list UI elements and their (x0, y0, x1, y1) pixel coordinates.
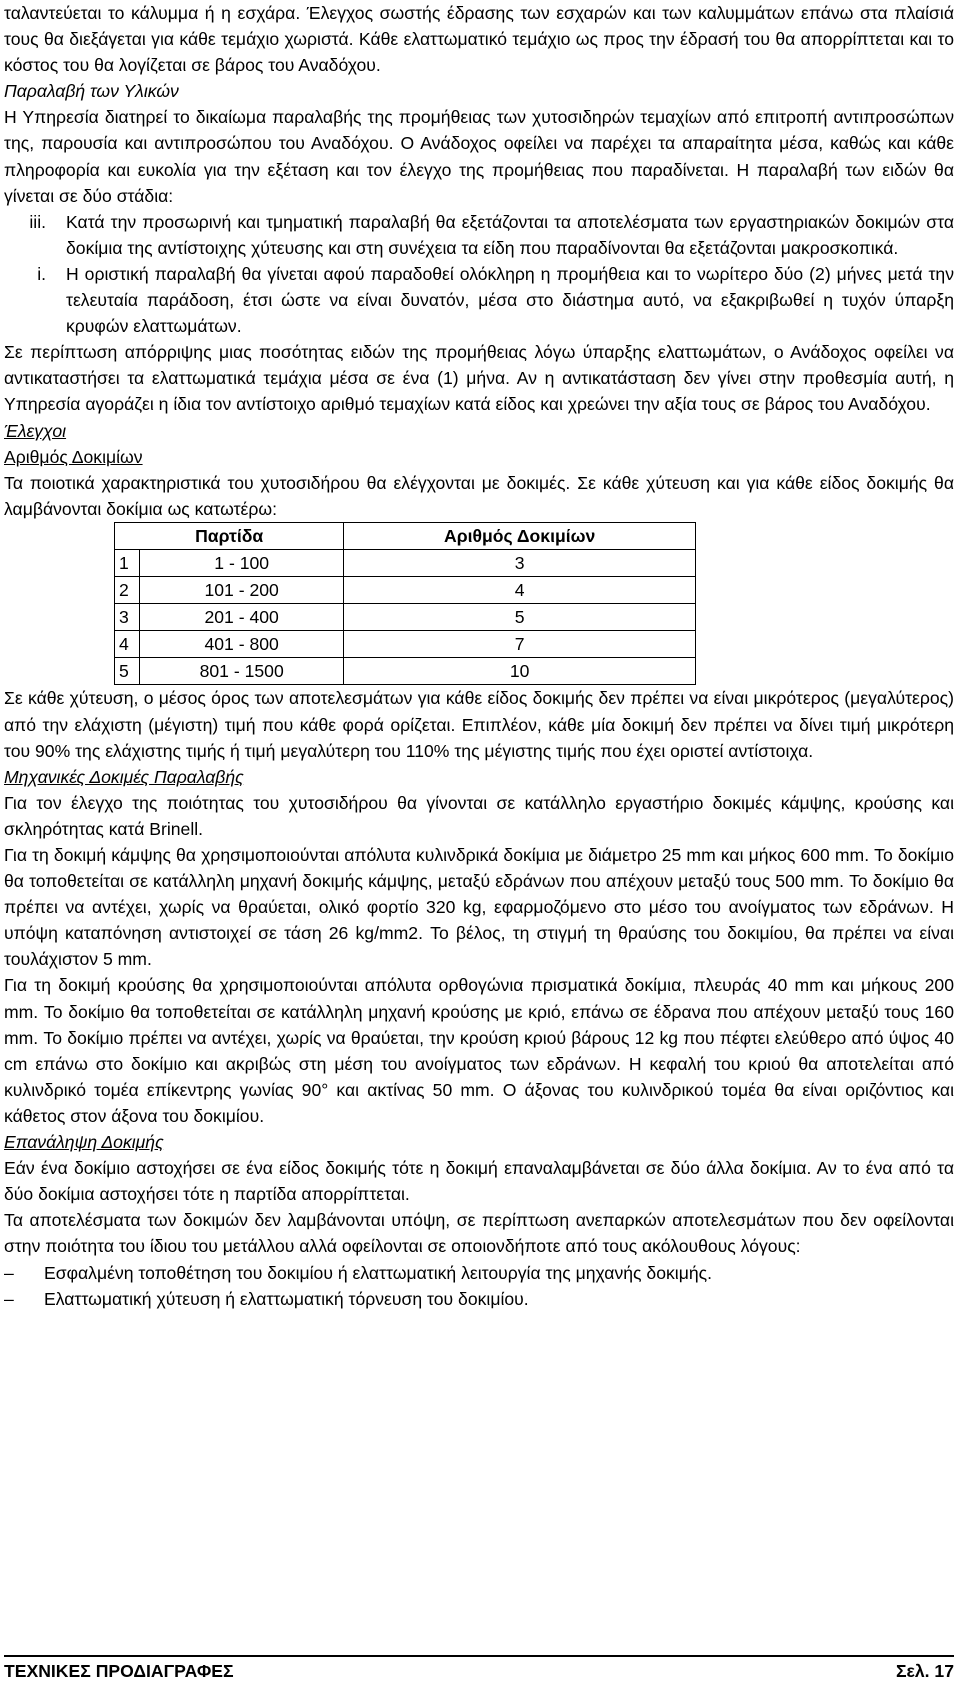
paragraph: ταλαντεύεται το κάλυμμα ή η εσχάρα. Έλεγχος σωστής έδρασης των εσχαρών και των καλυμμάτων επάνω στα πλαίσιά τους θα διεξάγεται για κάθε τεμάχιο χωριστά. Κάθε ελαττωματικό τεμάχιο ως προς την έδρασή του θα απορρίπτεται και το κόστος του θα λογίζεται σε βάρος του Αναδόχου. (4, 3, 954, 76)
batch-range: 201 - 400 (140, 604, 344, 631)
paragraph: Σε περίπτωση απόρριψης μιας ποσότητας ειδών της προμήθειας λόγω ύπαρξης ελαττωμάτων, ο Ανάδοχος οφείλει να αντικαταστήσει τα ελαττωματικά τεμάχια μέσα σε ένα (1) μήνα. Αν η αντικατάσταση δεν γίνει στην προθεσμία αυτή, η Υπηρεσία αγοράζει η ίδια τον αντίστοιχο αριθμό τεμαχίων κατά είδος και χρεώνει την αξία τους σε βάρος του Αναδόχου. (4, 342, 954, 415)
table-header-row (115, 522, 696, 549)
section-heading-repeat: Επανάληψη Δοκιμής (4, 1132, 164, 1153)
sample-count: 7 (344, 631, 696, 658)
list-item (4, 261, 954, 339)
list-text: Εσφαλμένη τοποθέτηση του δοκιμίου ή ελαττωματική λειτουργία της μηχανής δοκιμής. (44, 1262, 712, 1283)
paragraph: Για τη δοκιμή κάμψης θα χρησιμοποιούνται απόλυτα κυλινδρικά δοκίμια με διάμετρο 25 mm και μήκος 600 mm. Το δοκίμιο θα τοποθετείται σε κατάλληλη μηχανή δοκιμής κάμψης, μεταξύ εδράνων που απέχουν μεταξύ τους 500 mm. Το δοκίμιο θα πρέπει να αντέχει, χωρίς να θραύεται, ολικό φορτίο 320 kg, εφαρμοζόμενο στο μέσο του ανοίγματος των εδράνων. Η υπόψη καταπόνηση αντιστοιχεί σε τάση 26 kg/mm2. Το βέλος, τη στιγμή τη θραύσης του δοκιμίου, θα πρέπει να είναι τουλάχιστον 5 mm. (4, 845, 954, 970)
paragraph: Για τη δοκιμή κρούσης θα χρησιμοποιούνται απόλυτα ορθογώνια πρισματικά δοκίμια, πλευράς 40 mm και μήκους 200 mm. Το δοκίμιο θα τοποθετείται σε κατάλληλη μηχανή κρούσης με κριό, επάνω σε έδρανα που απέχουν μεταξύ τους 160 mm. Το δοκίμιο πρέπει να αντέχει, χωρίς να θραύεται, την κρούση κριού βάρους 12 kg που πέφτει ελεύθερο από ύψος 40 cm επάνω στο δοκίμιο και ακριβώς στη μέση του ανοίγματος των εδράνων. Η κεφαλή του κριού θα αποτελείται από κυλινδρικό τομέα επίκεντρης γωνίας 90° και ακτίνας 50 mm. Ο άξονας του κυλινδρικού τομέα θα είναι οριζόντιος και κάθετος στον άξονα του δοκιμίου. (4, 975, 954, 1126)
reasons-list (4, 1260, 954, 1312)
batch-range: 1 - 100 (140, 549, 344, 576)
column-header-count: Αριθμός Δοκιμίων (344, 522, 696, 549)
paragraph: Τα ποιοτικά χαρακτηριστικά του χυτοσιδήρου θα ελέγχονται με δοκιμές. Σε κάθε χύτευση και για κάθε είδος δοκιμής θα λαμβάνονται δοκίμια ως κατωτέρω: (4, 472, 954, 519)
list-item (4, 1260, 954, 1286)
row-number: 5 (115, 658, 140, 685)
page-footer (4, 1655, 954, 1682)
row-number: 4 (115, 631, 140, 658)
samples-table (114, 522, 696, 686)
column-header-batch: Παρτίδα (115, 522, 344, 549)
table-row (115, 577, 696, 604)
stages-list (4, 209, 954, 339)
list-item (4, 1286, 954, 1312)
table-row (115, 549, 696, 576)
list-text: Κατά την προσωρινή και τμηματική παραλαβή θα εξετάζονται τα αποτελέσματα των εργαστηριακών δοκιμών στα δοκίμια της αντίστοιχης χύτευσης και στη συνέχεια τα είδη που παραδίνονται θα εξετάζονται μακροσκοπικά. (66, 211, 954, 258)
batch-range: 401 - 800 (140, 631, 344, 658)
footer-title: ΤΕΧΝΙΚΕΣ ΠΡΟΔΙΑΓΡΑΦΕΣ (4, 1661, 234, 1681)
row-number: 2 (115, 577, 140, 604)
table-row (115, 631, 696, 658)
table-row (115, 658, 696, 685)
sample-count: 10 (344, 658, 696, 685)
section-heading-checks: Έλεγχοι (4, 420, 67, 441)
document-page (4, 0, 954, 1312)
list-number: iii. (29, 211, 46, 232)
paragraph: Τα αποτελέσματα των δοκιμών δεν λαμβάνονται υπόψη, σε περίπτωση ανεπαρκών αποτελεσμάτων που δεν οφείλονται στην ποιότητα του ίδιου του μετάλλου αλλά οφείλονται σε οποιονδήποτε από τους ακόλουθους λόγους: (4, 1210, 954, 1257)
subsection-heading-count: Αριθμός Δοκιμίων (4, 446, 143, 467)
list-item (4, 209, 954, 261)
list-text: Η οριστική παραλαβή θα γίνεται αφού παραδοθεί ολόκληρη η προμήθεια και το νωρίτερο δύο (2) μήνες μετά την τελευταία παράδοση, έτσι ώστε να είναι δυνατόν, μέσα στο διάστημα αυτό, να εξακριβωθεί η τυχόν ύπαρξη κρυφών ελαττωμάτων. (66, 263, 954, 337)
batch-range: 101 - 200 (140, 577, 344, 604)
section-heading-receipt: Παραλαβή των Υλικών (4, 81, 179, 102)
row-number: 3 (115, 604, 140, 631)
section-heading-mechanical: Μηχανικές Δοκιμές Παραλαβής (4, 766, 244, 787)
row-number: 1 (115, 549, 140, 576)
table-row (115, 604, 696, 631)
paragraph: Για τον έλεγχο της ποιότητας του χυτοσιδήρου θα γίνονται σε κατάλληλο εργαστήριο δοκιμές κάμψης, κρούσης και σκληρότητας κατά Brinell. (4, 792, 954, 839)
dash-bullet: – (4, 1262, 14, 1283)
list-number: i. (37, 263, 46, 284)
paragraph: Εάν ένα δοκίμιο αστοχήσει σε ένα είδος δοκιμής τότε η δοκιμή επαναλαμβάνεται σε δύο άλλα δοκίμια. Αν το ένα από τα δύο δοκίμια αστοχήσει τότε η παρτίδα απορρίπτεται. (4, 1158, 954, 1205)
list-text: Ελαττωματική χύτευση ή ελαττωματική τόρνευση του δοκιμίου. (44, 1288, 529, 1309)
sample-count: 3 (344, 549, 696, 576)
paragraph: Η Υπηρεσία διατηρεί το δικαίωμα παραλαβής της προμήθειας των χυτοσιδηρών τεμαχίων από επιτροπή αντιπροσώπων της, παρουσία και αντιπροσώπου του Αναδόχου. Ο Ανάδοχος οφείλει να παρέχει τα απαραίτητα μέσα, καθώς και κάθε πληροφορία και ευκολία για την εξέταση και τον έλεγχο της προμήθειας που παραδίνεται. Η παραλαβή των ειδών θα γίνεται σε δύο στάδια: (4, 107, 954, 206)
batch-range: 801 - 1500 (140, 658, 344, 685)
sample-count: 5 (344, 604, 696, 631)
paragraph: Σε κάθε χύτευση, ο μέσος όρος των αποτελεσμάτων για κάθε είδος δοκιμής δεν πρέπει να είναι μικρότερος (μεγαλύτερος) από την ελάχιστη (μέγιστη) τιμή που κάθε φορά ορίζεται. Επιπλέον, κάθε μία δοκιμή δεν πρέπει να δίνει τιμή μικρότερη του 90% της ελάχιστης τιμής ή τιμή μεγαλύτερη του 110% της μέγιστης τιμής που έχει οριστεί αντίστοιχα. (4, 688, 954, 761)
dash-bullet: – (4, 1288, 14, 1309)
sample-count: 4 (344, 577, 696, 604)
page-number: Σελ. 17 (895, 1661, 954, 1681)
